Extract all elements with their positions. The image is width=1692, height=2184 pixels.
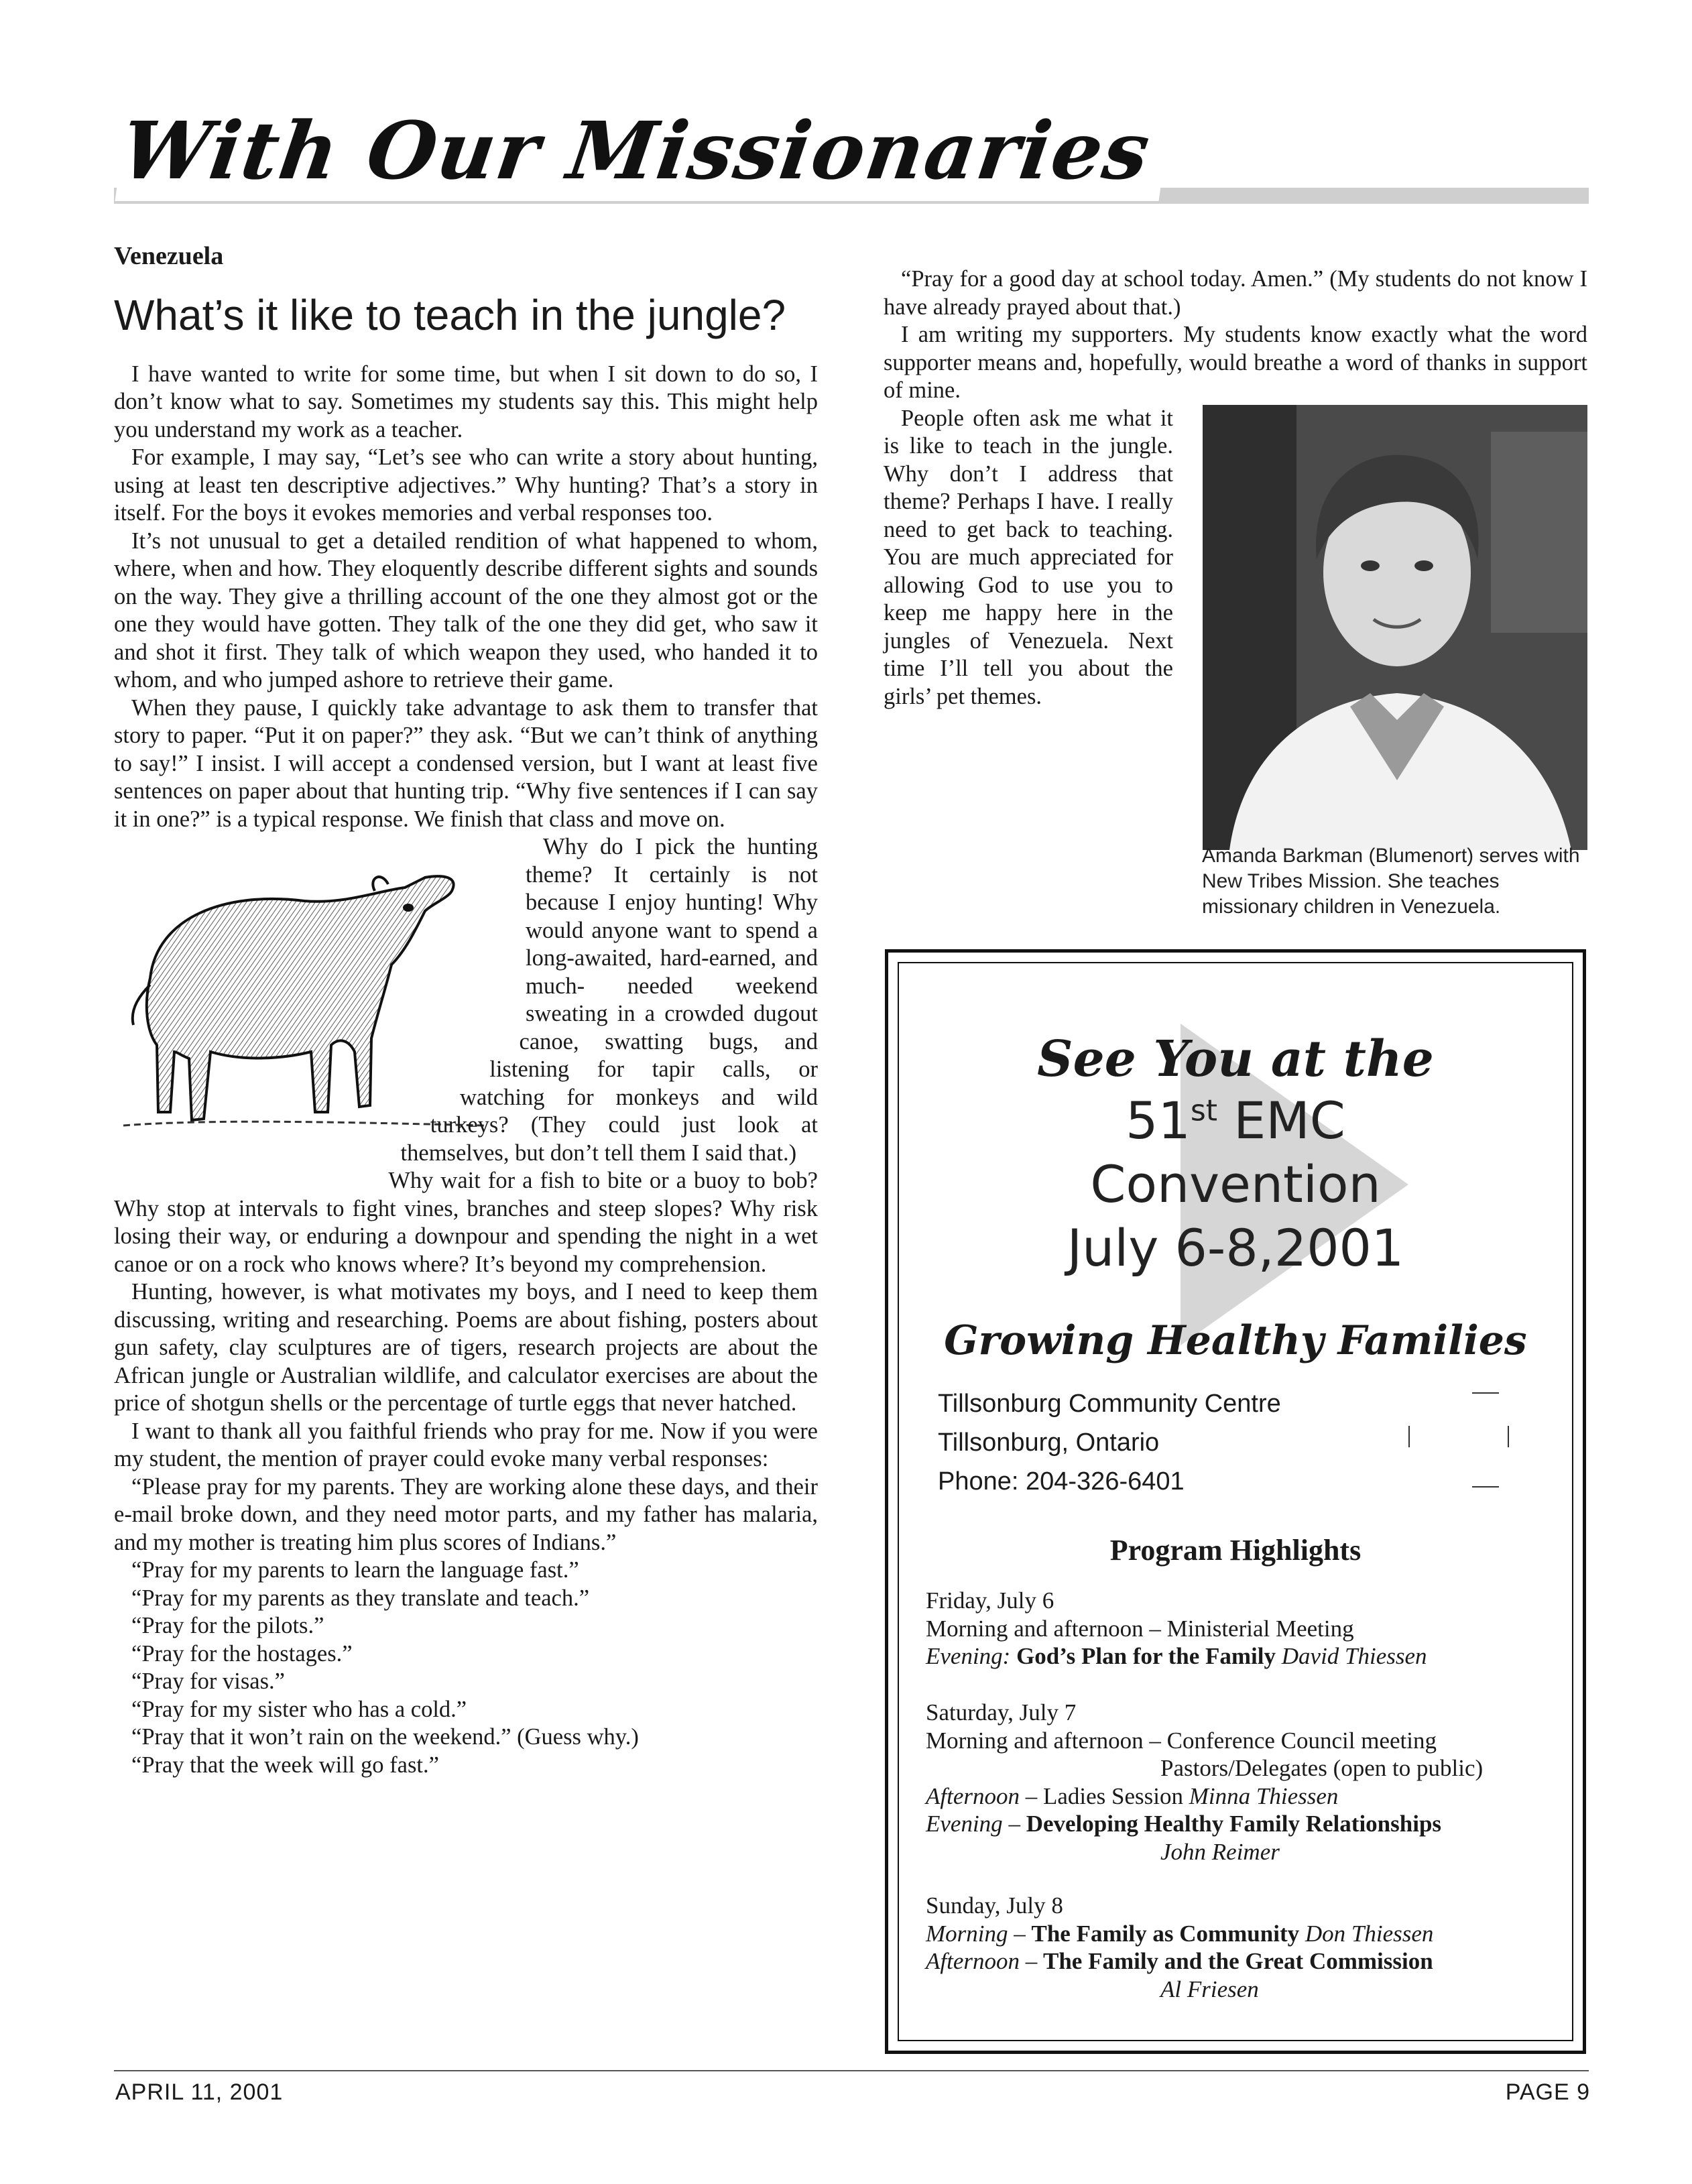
venue-city: Tillsonburg, Ontario [938,1429,1160,1457]
paragraph: Hunting, however, is what motivates my boys, and I need to keep them discussing, writing and researching. Poems are about fishing, posters about gun safety, clay sculptures are of tigers, research projects are about the African jungle or Australian wildlife, and calculator exercises are about the price of shotgun shells or the percentage of turtle eggs that never hatched. [114,1279,818,1416]
session-speaker: John Reimer [1160,1838,1280,1865]
paragraph: I am writing my supporters. My students know exactly what the word supporter means and, hopefully, would breathe a word of thanks in support of mine. [884,322,1587,403]
article-headline: What’s it like to teach in the jungle? [114,291,786,339]
prayer-item: “Pray for my parents to learn the language fast.” [131,1557,579,1583]
ornament-tick [1508,1426,1509,1447]
article-right-column [884,265,1587,855]
paragraph: I have wanted to write for some time, but when I sit down to do so, I don’t know what to say. Sometimes my students say this. This might help you understand my work as a teacher. [114,361,818,442]
prayer-item: “Pray for the hostages.” [131,1640,353,1666]
page-number: PAGE 9 [1505,2079,1590,2105]
prayer-list [114,1557,818,1779]
paragraph: For example, I may say, “Let’s see who can write a story about hunting, using at least ten descriptive adjectives.” Why hunting? That’s a story in itself. For the boys it evokes memories and verbal responses too. [114,444,818,526]
paragraph: People often ask me what it is like to teach in the jungle. Why don’t I address that theme? Perhaps I have. I really need to get back to teaching. You are much appreciated for allowing God to use you to keep me happy here in the jungles of Venezuela. Next time I’ll tell you about the girls’ pet themes. [884,405,1173,709]
paragraph: It’s not unusual to get a detailed rendition of what happened to whom, where, when and how. They eloquently describe different sights and sounds on the way. They give a thrilling account of the one they almost got or the one they would have gotten. They talk of the one they did get, who saw it and shot it first. They talk of which weapon they used, who handed it to whom, and who jumped ashore to retrieve their game. [114,528,818,693]
convention-ad [885,949,1586,2054]
prayer-item: “Pray for visas.” [131,1669,285,1695]
photo-image [1203,405,1587,850]
paragraph: Why wait for a fish to bite or a buoy to bob? Why stop at intervals to fight vines, branches and steep slopes? Why risk losing their way, or enduring a downpour and spending the night in a wet canoe or on a rock who knows where? It’s beyond my comprehension. [114,1168,818,1277]
paragraph: When they pause, I quickly take advantage to ask them to transfer that story to paper. “Put it on paper?” they ask. “But we can’t think of anything to say!” I insist. I will accept a condensed version, but I want at least five sentences on paper about that hunting trip. “Why five sentences if I can say it in one?” is a typical response. We finish that class and move on. [114,694,818,832]
session-speaker: David Thiessen [1281,1643,1427,1669]
friday-program [926,1587,1552,1671]
prayer-item: “Pray for my sister who has a cold.” [131,1696,467,1722]
session-title: Developing Healthy Family Relationships [1026,1811,1442,1837]
photo-caption: Amanda Barkman (Blumenort) serves with New Tribes Mission. She teaches missionary children in Venezuela. [1202,845,1580,918]
session-dash: – [1008,1920,1032,1947]
prayer-item: “Pray for the pilots.” [131,1613,324,1639]
portrait-drawing [1203,405,1587,850]
paragraph: “Please pray for my parents. They are working alone these days, and their e-mail broke down, and they need motor parts, and my father has malaria, and my mother is treating him plus scores of Indians.” [114,1473,818,1555]
convention-dates: July 6-8,2001 [1067,1218,1404,1278]
friday-line1: Morning and afternoon – Ministerial Meeting [926,1615,1354,1642]
ad-inner-border [898,962,1573,2041]
prayer-item: “Pray that the week will go fast.” [131,1752,439,1778]
paragraph: Why do I pick the hunting theme? It certainly is not because I enjoy hunting! Why would anyone want to spend a long-awaited, hard-earned, and much- needed weekend sweating in a crowded dugout canoe, swatting bugs, and listening for tapir calls, or watching for monkeys and wild turkeys? (They could just look at themselves, but don’t tell them I said that.) [400,834,818,1166]
ornament-tick [1472,1486,1499,1488]
ad-headline: See You at the [1037,1030,1434,1088]
sunday-date: Sunday, July 8 [926,1892,1063,1919]
convention-theme: Growing Healthy Families [944,1317,1527,1364]
paragraph: I want to thank all you faithful friends who pray for me. Now if you were my student, the mention of prayer could evoke many verbal responses: [114,1418,818,1472]
session-label: Afternoon [926,1782,1020,1809]
ornament-tick [1472,1392,1499,1394]
ornament-tick [1408,1426,1410,1447]
session-speaker: Minna Thiessen [1189,1782,1339,1809]
saturday-date: Saturday, July 7 [926,1699,1077,1725]
friday-date: Friday, July 6 [926,1587,1054,1614]
program-highlights-title: Program Highlights [1109,1534,1362,1567]
footer-rule [114,2070,1589,2071]
convention-label: Convention [1090,1154,1381,1214]
session-label: Morning [926,1920,1008,1947]
session-label: Evening [926,1811,1003,1837]
saturday-program [926,1699,1552,1866]
prayer-item: “Pray that it won’t rain on the weekend.” (Guess why.) [131,1724,639,1750]
session-speaker: Don Thiessen [1305,1920,1434,1947]
footer-date: APRIL 11, 2001 [115,2079,284,2105]
sunday-program [926,1892,1552,2003]
section-title: With Our Missionaries [115,101,1172,201]
saturday-line1b: Pastors/Delegates (open to public) [1160,1755,1484,1781]
friday-line2 [926,1642,1552,1671]
session-title: The Family as Community [1031,1920,1300,1947]
sunday-line1 [926,1920,1552,1948]
session-title: The Family and the Great Commission [1042,1948,1433,1974]
article-left-column [114,241,818,1779]
saturday-line1: Morning and afternoon – Conference Council meeting [926,1727,1437,1754]
session-dash: – [1019,1948,1043,1974]
session-text: – Ladies Session [1019,1782,1189,1809]
section-header [114,101,1589,201]
convention-number: 51st EMC [1126,1091,1345,1150]
saturday-line3 [926,1810,1552,1838]
portrait-photo [1203,405,1587,850]
paragraph: “Pray for a good day at school today. Amen.” (My students do not know I have already prayed about that.) [884,266,1587,320]
sunday-line2 [926,1947,1552,1976]
session-dash: – [1002,1811,1026,1837]
session-label: Afternoon [926,1948,1020,1974]
prayer-item: “Pray for my parents as they translate and teach.” [131,1585,590,1611]
article-body [114,361,818,1780]
session-title: God’s Plan for the Family [1016,1643,1276,1669]
venue-phone: Phone: 204-326-6401 [938,1467,1185,1496]
venue-name: Tillsonburg Community Centre [938,1390,1281,1418]
session-label: Evening: [926,1643,1011,1669]
article-country: Venezuela [114,242,224,270]
saturday-line2 [926,1782,1552,1811]
session-speaker: Al Friesen [1160,1976,1259,2002]
